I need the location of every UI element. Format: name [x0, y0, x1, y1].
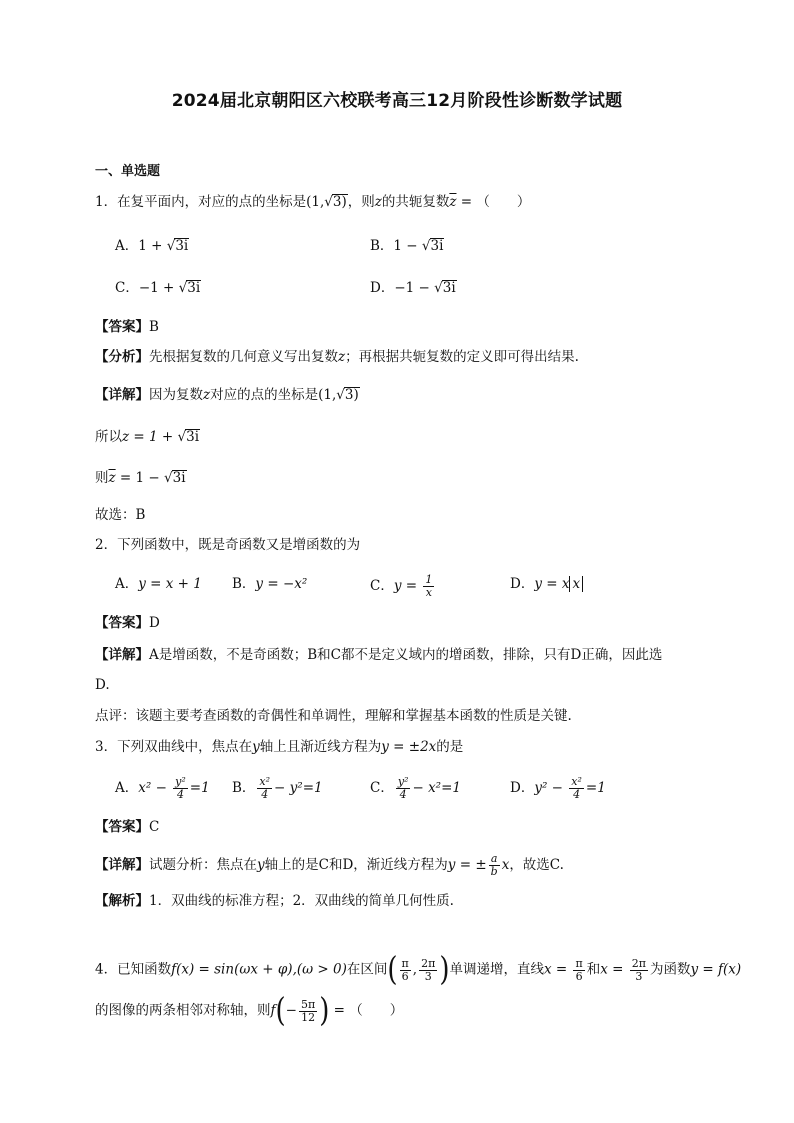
q1-answer: 【答案】B	[95, 319, 159, 335]
q2-comment: 点评：该题主要考查函数的奇偶性和单调性，理解和掌握基本函数的性质是关键.	[95, 708, 572, 724]
q2-option-a: A．y = x + 1	[115, 576, 202, 592]
q3-option-a: A．x² − $\frac{\text{y²}}{4}$ =1	[115, 775, 210, 801]
q2-detail: 【详解】A是增函数，不是奇函数；B和C都不是定义域内的增函数，排除，只有D正确，因此选	[95, 647, 663, 663]
q1-stem-text-c: 的共轭复数	[381, 194, 450, 210]
q1-stem-text-b: ，则	[347, 194, 375, 210]
q1-var-z: z	[374, 194, 382, 210]
section-heading: 一、单选题	[95, 164, 161, 179]
q2-answer: 【答案】D	[95, 615, 160, 631]
q4-stem-line2: 的图像的两条相邻对称轴，则f(− $\frac{5\pi}{12}$ ) = （ ）	[95, 992, 404, 1030]
q1-option-c: C．−1 + √3i	[115, 280, 201, 296]
q3-detail: 【详解】试题分析：焦点在y轴上的是C和D，渐近线方程为y = ± $\frac{a}{b}$ x，故选C.	[95, 852, 564, 878]
q1-option-a: A．1 + √3i	[115, 238, 189, 254]
q2-option-d: D．y = x x	[510, 574, 583, 594]
q2-stem: 2．下列函数中，既是奇函数又是增函数的为	[95, 537, 361, 553]
q1-stem: 1．在复平面内，对应的点的坐标是(1,√3)，则z的共轭复数$\overline{z}$ = （ ）	[95, 194, 531, 210]
q1-detail: 【详解】因为复数z对应的点的坐标是(1,√3)	[95, 387, 359, 403]
q3-option-c: C． $\frac{\text{y²}}{4}$ − x²=1	[370, 775, 461, 801]
q2-option-b: B．y = −x²	[232, 576, 308, 592]
q4-stem: 4．已知函数f(x) = sin(ωx + φ),(ω > 0)在区间( $\frac{\pi}{6}$ , $\frac{2\pi}{3}$ )单调递增，直线x = $\frac{\pi}{6}$ 和x = $\frac{2\pi}{3}$ 为函数y = f(x)	[95, 951, 742, 989]
q1-option-b: B．1 − √3i	[370, 238, 444, 254]
q1-stem-text: 1．在复平面内，对应的点的坐标是	[95, 194, 307, 210]
q3-answer: 【答案】C	[95, 819, 160, 835]
q1-point: (1,	[306, 194, 325, 210]
q1-stem-text-d: = （ ）	[456, 194, 531, 210]
q3-option-b: B． $\frac{\text{x²}}{4}$ − y²=1	[232, 775, 323, 801]
q1-option-d: D．−1 − √3i	[370, 280, 456, 296]
q3-stem: 3．下列双曲线中，焦点在y轴上且渐近线方程为y = ±2x的是	[95, 739, 464, 755]
q2-detail-cont: D.	[95, 677, 110, 693]
q3-option-d: D．y² − $\frac{\text{x²}}{4}$ =1	[510, 775, 606, 801]
q1-point-sqrt: 3)	[332, 194, 347, 210]
q3-jiexi: 【解析】1．双曲线的标准方程；2．双曲线的简单几何性质.	[95, 893, 454, 909]
q1-zbar: $\overline{z}$	[449, 194, 457, 210]
q1-then: 则$\overline{z} = 1 - √3i$	[95, 470, 186, 486]
q1-analysis: 【分析】先根据复数的几何意义写出复数z；再根据共轭复数的定义即可得出结果.	[95, 349, 579, 365]
page-title: 2024届北京朝阳区六校联考高三12月阶段性诊断数学试题	[171, 91, 623, 111]
q1-so: 所以z = 1 + √3i	[95, 429, 200, 445]
q2-option-c: C．y = $\frac{1}{x}$	[370, 573, 433, 599]
q1-choose: 故选：B	[95, 507, 146, 523]
